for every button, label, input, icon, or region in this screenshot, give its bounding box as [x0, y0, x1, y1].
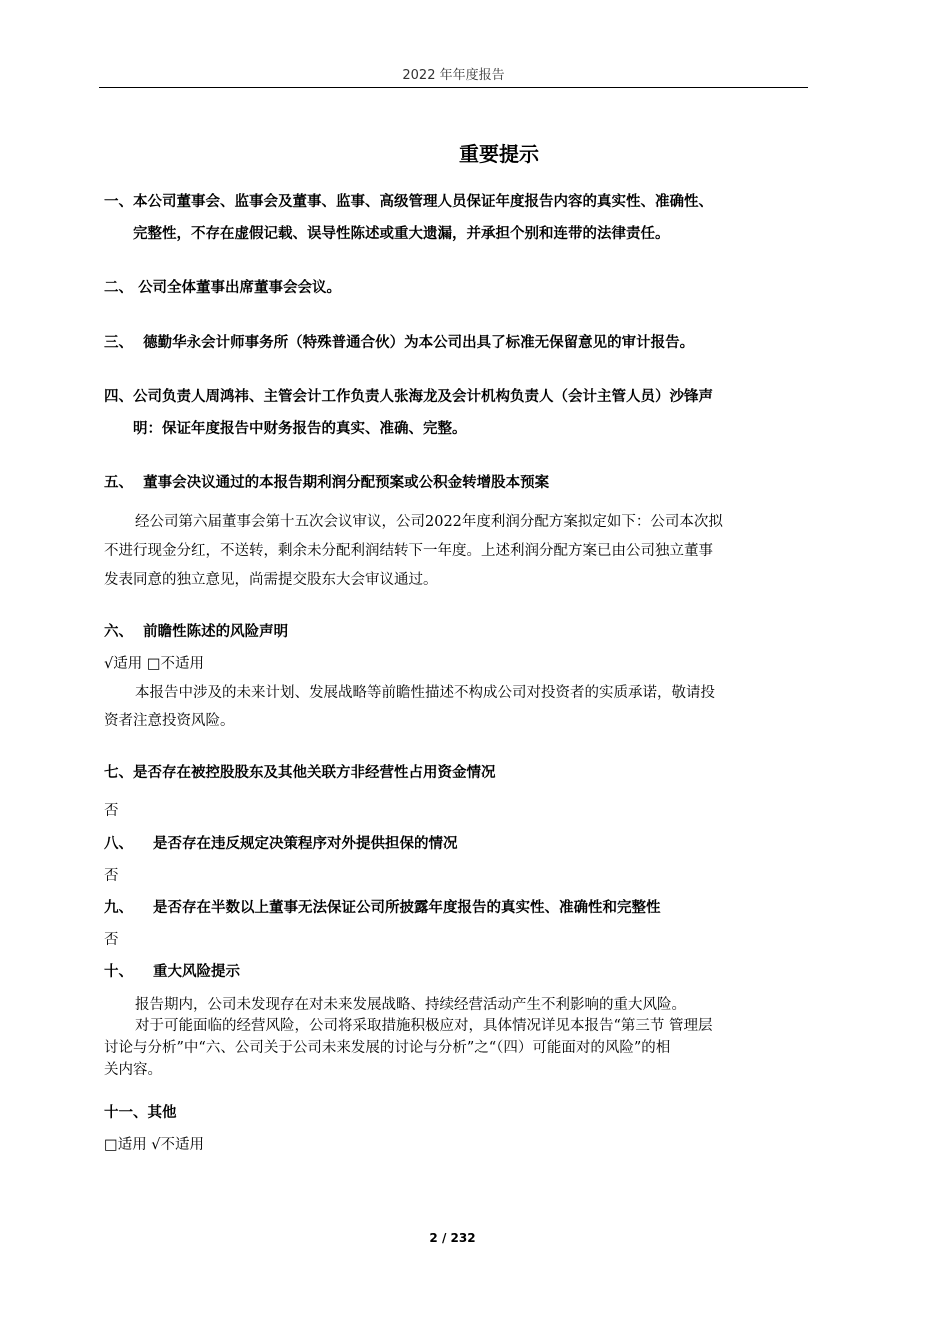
page-header: 2022 年年度报告 — [402, 68, 505, 83]
section-4-line1: 四、公司负责人周鸿祎、主管会计工作负责人张海龙及会计机构负责人（会计主管人员）沙锋声 — [104, 389, 713, 405]
section-10-body-line4: 关内容。 — [104, 1062, 162, 1078]
section-5-heading: 五、 董事会决议通过的本报告期利润分配预案或公积金转增股本预案 — [104, 475, 550, 491]
section-11-applicability: □适用 √不适用 — [104, 1137, 205, 1153]
section-9-answer: 否 — [104, 932, 119, 948]
section-7-heading: 七、是否存在被控股股东及其他关联方非经营性占用资金情况 — [104, 765, 496, 781]
section-5-body-line2: 不进行现金分红，不送转，剩余未分配利润结转下一年度。上述利润分配方案已由公司独立董事 — [104, 543, 713, 559]
section-6-heading: 六、 前瞻性陈述的风险声明 — [104, 624, 289, 640]
section-10-body-line2: 对于可能面临的经营风险，公司将采取措施积极应对，具体情况详见本报告“第三节 管理层 — [135, 1018, 713, 1034]
section-3: 三、 德勤华永会计师事务所（特殊普通合伙）为本公司出具了标准无保留意见的审计报告。 — [104, 335, 695, 351]
section-6-body-line2: 资者注意投资风险。 — [104, 713, 235, 729]
section-7-answer: 否 — [104, 803, 119, 819]
section-5-body-line3: 发表同意的独立意见，尚需提交股东大会审议通过。 — [104, 572, 438, 588]
section-6-applicability: √适用 □不适用 — [104, 656, 205, 672]
section-1-line1: 一、本公司董事会、监事会及董事、监事、高级管理人员保证年度报告内容的真实性、准确性、 — [104, 194, 713, 210]
section-2: 二、 公司全体董事出席董事会会议。 — [104, 280, 342, 296]
page-number: 2 / 232 — [429, 1231, 476, 1245]
section-6-body-line1: 本报告中涉及的未来计划、发展战略等前瞻性描述不构成公司对投资者的实质承诺，敬请投 — [135, 685, 715, 701]
section-10-heading: 十、 重大风险提示 — [104, 964, 240, 980]
section-10-body-line1: 报告期内，公司未发现存在对未来发展战略、持续经营活动产生不利影响的重大风险。 — [135, 997, 686, 1013]
page-title: 重要提示 — [459, 142, 539, 166]
header-divider — [99, 87, 808, 88]
section-1-line2: 完整性，不存在虚假记载、误导性陈述或重大遗漏，并承担个别和连带的法律责任。 — [133, 226, 670, 242]
section-1-number: 一、 — [104, 194, 133, 210]
section-10-body-line3: 讨论与分析”中“六、公司关于公司未来发展的讨论与分析”之“（四）可能面对的风险”的相 — [104, 1040, 671, 1056]
section-5-body-line1: 经公司第六届董事会第十五次会议审议，公司2022年度利润分配方案拟定如下：公司本次拟 — [135, 514, 723, 530]
section-11-heading: 十一、其他 — [104, 1105, 177, 1121]
section-4-line2: 明：保证年度报告中财务报告的真实、准确、完整。 — [133, 421, 467, 437]
section-8-answer: 否 — [104, 868, 119, 884]
section-9-heading: 九、 是否存在半数以上董事无法保证公司所披露年度报告的真实性、准确性和完整性 — [104, 900, 661, 916]
section-8-heading: 八、 是否存在违反规定决策程序对外提供担保的情况 — [104, 836, 458, 852]
